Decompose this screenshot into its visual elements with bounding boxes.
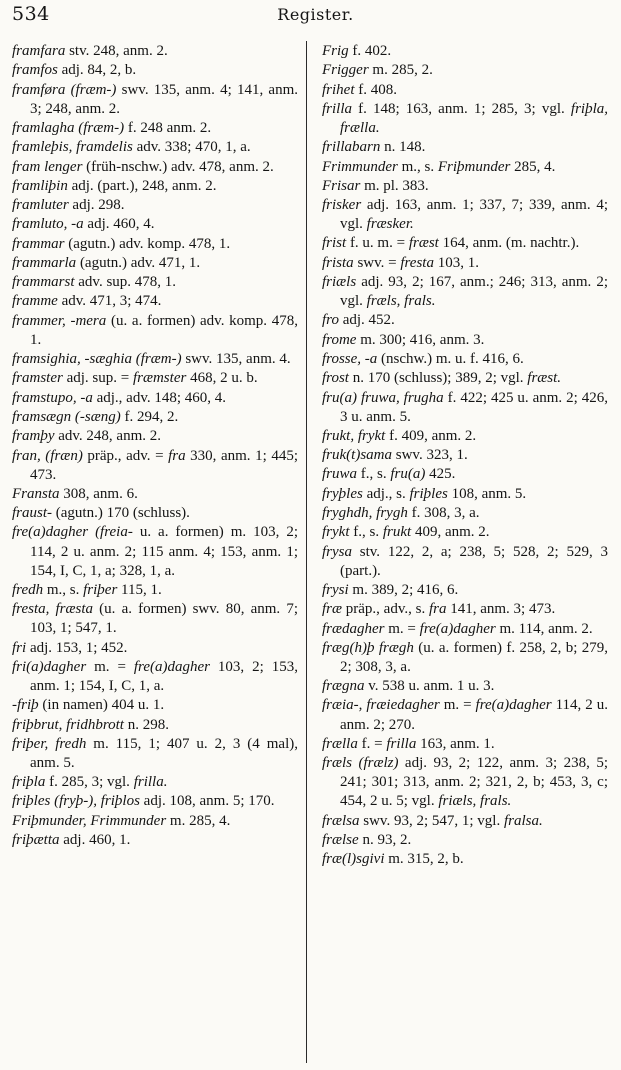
- reference-text: 164, anm. (m. nachtr.).: [438, 235, 580, 252]
- headword: fryghdh, frygh: [322, 505, 408, 521]
- reference-text: f. 248 anm. 2.: [124, 119, 212, 136]
- index-entry: [322, 735, 608, 754]
- reference-text: adj. 93, 2; 167, anm.; 246; 313, anm. 2; vgl.: [340, 274, 608, 310]
- index-entry: [322, 389, 608, 427]
- headword: friþbrut, fridhbrott: [12, 716, 124, 733]
- reference-text: adj. 153, 1; 452.: [26, 639, 128, 656]
- index-entry: [12, 235, 298, 254]
- index-entry: [322, 350, 608, 369]
- headword: Frig: [322, 43, 349, 59]
- index-entry: [12, 639, 298, 658]
- headword: frykt: [322, 524, 350, 541]
- headword: friþla, frælla.: [340, 100, 608, 136]
- index-entry: [322, 81, 608, 100]
- headword: framþy: [12, 428, 55, 445]
- reference-text: adj. 84, 2, b.: [57, 62, 137, 79]
- headword: -friþ: [12, 697, 39, 714]
- reference-text: adv. 248, anm. 2.: [54, 428, 162, 445]
- index-entry: [12, 177, 298, 196]
- reference-text: 468, 2 u. b.: [186, 370, 258, 387]
- headword: fræsker.: [366, 216, 414, 233]
- index-entry: [12, 350, 298, 369]
- reference-text: m., s.: [397, 158, 438, 175]
- index-entry: [12, 658, 298, 696]
- headword: fri(a)dagher: [12, 658, 87, 675]
- index-entry: [322, 831, 608, 850]
- headword: frista: [322, 254, 354, 271]
- index-entry: [322, 812, 608, 831]
- reference-text: f. 408.: [354, 81, 397, 98]
- reference-text: m., s.: [43, 581, 84, 598]
- headword: framfos: [12, 62, 58, 79]
- index-entry: [322, 331, 608, 350]
- headword: fru(a): [390, 466, 426, 483]
- headword: frukt, frykt: [322, 427, 386, 444]
- reference-text: swv. 323, 1.: [392, 447, 468, 464]
- index-entry: [322, 42, 608, 61]
- headword: fræls, frals.: [366, 293, 436, 310]
- headword: frammarst: [12, 274, 75, 291]
- reference-text: stv. 122, 2, a; 238, 5; 528, 2; 529, 3 (part.).: [340, 543, 608, 579]
- reference-text: m. 300; 416, anm. 3.: [356, 331, 485, 348]
- index-entry: [322, 254, 608, 273]
- reference-text: f. 148; 163, anm. 1; 285, 3; vgl.: [352, 100, 571, 117]
- reference-text: adj. 93, 2; 122, anm. 3; 238, 5; 241; 301; 313, anm. 2; 321, 2, b; 453, 3, c; 454, 2 u. 5; vgl.: [340, 755, 608, 810]
- headword: fralsa.: [503, 812, 543, 829]
- reference-text: 103, 2; 153, anm. 1; 154, I, C, 1, a.: [30, 658, 298, 694]
- reference-text: (agutn.) 170 (schluss).: [52, 505, 190, 522]
- headword: Frigger: [322, 62, 369, 79]
- reference-text: 163, anm. 1.: [416, 735, 495, 752]
- index-entry: [322, 754, 608, 811]
- index-entry: [12, 485, 298, 504]
- headword: Frimmunder: [322, 158, 398, 175]
- index-entry: [12, 61, 298, 80]
- index-entry: [322, 446, 608, 465]
- reference-text: adj. sup. =: [62, 370, 133, 387]
- index-entry: [322, 581, 608, 600]
- index-entry: [12, 716, 298, 735]
- headword: framster: [12, 370, 63, 387]
- headword: frilla: [386, 735, 417, 752]
- reference-text: (agutn.) adv. 471, 1.: [76, 254, 201, 271]
- headword: frammer, -mera: [12, 312, 107, 329]
- reference-text: m. 114, anm. 2.: [495, 620, 593, 637]
- headword: fræst: [408, 235, 439, 252]
- headword: fre(a)dagher: [419, 620, 496, 637]
- reference-text: 141, anm. 3; 473.: [446, 601, 556, 618]
- index-entry: [12, 389, 298, 408]
- headword: fru(a) fruwa, frugha: [322, 389, 444, 406]
- reference-text: adj. (part.), 248, anm. 2.: [67, 177, 217, 194]
- headword: frammar: [12, 235, 65, 252]
- headword: fræst.: [527, 370, 562, 387]
- reference-text: v. 538 u. anm. 1 u. 3.: [364, 678, 495, 695]
- headword: frilla.: [133, 774, 168, 791]
- headword: framme: [12, 293, 58, 310]
- index-entry: [322, 158, 608, 177]
- index-entry: [12, 81, 298, 119]
- reference-text: adv. 338; 470, 1, a.: [132, 139, 251, 156]
- reference-text: präp., adv. =: [82, 447, 169, 464]
- reference-text: n. 148.: [380, 139, 426, 156]
- index-entry: [12, 312, 298, 350]
- headword: framliþin: [12, 177, 68, 194]
- headword: friæls, frals.: [438, 793, 512, 810]
- headword: frælla: [322, 735, 358, 752]
- headword: fruk(t)sama: [322, 447, 392, 464]
- index-entry: [12, 735, 298, 773]
- reference-text: 409, anm. 2.: [411, 524, 490, 541]
- headword: framleþis, framdelis: [12, 139, 133, 156]
- index-entry: [12, 42, 298, 61]
- reference-text: (u. a. formen) swv. 80, anm. 7; 103, 1; 547, 1.: [30, 601, 298, 637]
- index-entry: [12, 254, 298, 273]
- reference-text: m. 285, 4.: [166, 812, 231, 829]
- headword: friþer: [83, 581, 118, 598]
- headword: frægna: [322, 678, 365, 695]
- index-entry: [12, 773, 298, 792]
- index-entry: [12, 196, 298, 215]
- reference-text: stv. 248, anm. 2.: [65, 43, 168, 59]
- reference-text: 114, 2 u. anm. 2; 270.: [340, 697, 608, 733]
- headword: frilla: [322, 100, 353, 117]
- headword: friþla: [12, 774, 46, 791]
- headword: frælsa: [322, 812, 360, 829]
- headword: fre(a)dagher: [133, 658, 210, 675]
- reference-text: 308, anm. 6.: [59, 485, 138, 502]
- reference-text: m. =: [439, 697, 476, 714]
- headword: fra: [428, 601, 447, 618]
- headword: Friþmunder, Frimmunder: [12, 812, 167, 829]
- index-entry: [12, 812, 298, 831]
- index-entry: [12, 447, 298, 485]
- reference-text: m. =: [86, 658, 134, 675]
- reference-text: adj. 460, 4.: [83, 216, 155, 233]
- headword: framstupo, -a: [12, 389, 93, 406]
- reference-text: adj. 163, anm. 1; 337, 7; 339, anm. 4; vgl.: [340, 197, 608, 233]
- index-entry: [12, 831, 298, 850]
- reference-text: adj. 452.: [338, 312, 395, 329]
- reference-text: m. 315, 2, b.: [384, 851, 464, 868]
- index-entry: [322, 485, 608, 504]
- index-entry: [322, 138, 608, 157]
- reference-text: f. u. m. =: [346, 235, 409, 252]
- reference-text: 330, anm. 1; 445; 473.: [30, 447, 298, 483]
- reference-text: f. 409, anm. 2.: [385, 427, 477, 444]
- headword: fræ(l)sgivi: [322, 851, 385, 868]
- headword: frysi: [322, 581, 349, 598]
- reference-text: 103, 1.: [433, 254, 479, 271]
- reference-text: u. a. formen) m. 103, 2; 114, 2 u. anm. 2; 115 anm. 4; 153, anm. 1; 154, I, C, 1, a; 328, 1, a.: [30, 524, 298, 579]
- headword: frosse, -a: [322, 350, 378, 367]
- index-entry: [12, 523, 298, 580]
- headword: fraust-: [12, 505, 53, 522]
- headword: fra: [168, 447, 186, 464]
- headword: frist: [322, 235, 347, 252]
- reference-text: f. 402.: [348, 43, 392, 59]
- headword: fran, (fræn): [12, 447, 83, 464]
- index-entry: [322, 620, 608, 639]
- right-column: [322, 42, 608, 869]
- index-entry: [12, 504, 298, 523]
- headword: fryþles: [322, 485, 363, 502]
- headword: fræ: [322, 601, 343, 618]
- index-entry: [322, 61, 608, 80]
- reference-text: f. =: [357, 735, 387, 752]
- headword: fræmster: [132, 370, 187, 387]
- reference-text: m. 285, 2.: [368, 62, 433, 79]
- headword: fræg(h)þ frægh: [322, 639, 414, 656]
- reference-text: adj. 298.: [68, 197, 125, 214]
- index-entry: [12, 600, 298, 638]
- index-entry: [322, 677, 608, 696]
- reference-text: adj. 108, anm. 5; 170.: [139, 793, 275, 810]
- headword: frælse: [322, 831, 359, 848]
- reference-text: f. 308, 3, a.: [407, 505, 480, 521]
- reference-text: (agutn.) adv. komp. 478, 1.: [64, 235, 231, 252]
- column-rule: [306, 41, 307, 1063]
- index-entry: [12, 408, 298, 427]
- headword: friæls: [322, 274, 357, 290]
- reference-text: m. pl. 383.: [360, 177, 429, 194]
- reference-text: f. 285, 3; vgl.: [45, 774, 134, 791]
- index-entry: [12, 427, 298, 446]
- reference-text: präp., adv., s.: [342, 601, 429, 618]
- reference-text: adj., s.: [362, 485, 410, 502]
- reference-text: f., s.: [349, 524, 383, 541]
- headword: fre(a)dagher (freia-: [12, 524, 133, 541]
- headword: fræia-, fræiedagher: [322, 697, 440, 714]
- index-entry: [12, 369, 298, 388]
- reference-text: swv. 93, 2; 547, 1; vgl.: [359, 812, 504, 829]
- headword: fredh: [12, 581, 44, 598]
- headword: frisker: [322, 197, 362, 214]
- headword: friþætta: [12, 832, 60, 849]
- headword: fre(a)dagher: [475, 697, 552, 714]
- headword: Frisar: [322, 177, 361, 194]
- reference-text: (in namen) 404 u. 1.: [38, 697, 165, 714]
- headword: frihet: [322, 81, 355, 98]
- index-entry: [12, 138, 298, 157]
- index-entry: [12, 292, 298, 311]
- headword: Fransta: [12, 485, 60, 502]
- reference-text: swv. 135, anm. 4.: [181, 351, 291, 368]
- headword: frysa: [322, 543, 352, 560]
- running-head: Register.: [277, 5, 354, 24]
- reference-text: (u. a. formen) f. 258, 2, b; 279, 2; 308, 3, a.: [340, 639, 608, 675]
- reference-text: adj. 460, 1.: [59, 832, 131, 849]
- headword: framluto, -a: [12, 216, 84, 233]
- index-entry: [322, 543, 608, 581]
- reference-text: 108, anm. 5.: [447, 485, 527, 502]
- index-entry: [322, 696, 608, 734]
- headword: friþles (fryþ-), friþlos: [12, 793, 140, 810]
- left-column: [12, 42, 298, 850]
- reference-text: (nschw.) m. u. f. 416, 6.: [377, 350, 524, 367]
- index-entry: [322, 639, 608, 677]
- index-entry: [322, 427, 608, 446]
- index-entry: [322, 369, 608, 388]
- headword: frammarla: [12, 254, 77, 271]
- reference-text: n. 298.: [123, 716, 169, 733]
- reference-text: m. 115, 1; 407 u. 2, 3 (4 mal), anm. 5.: [30, 735, 298, 771]
- index-entry: [322, 850, 608, 869]
- index-entry: [322, 504, 608, 523]
- reference-text: f., s.: [357, 466, 391, 483]
- headword: fræls (frælz): [322, 755, 399, 772]
- reference-text: n. 93, 2.: [358, 831, 412, 848]
- headword: frome: [322, 331, 357, 348]
- headword: fresta: [400, 254, 434, 271]
- page-number: 534: [12, 3, 50, 25]
- index-entry: [12, 119, 298, 138]
- index-entry: [12, 273, 298, 292]
- index-entry: [322, 234, 608, 253]
- headword: fruwa: [322, 466, 358, 483]
- reference-text: swv. 135, anm. 4; 141, anm. 3; 248, anm. 2.: [30, 81, 299, 117]
- headword: framføra (fræm-): [12, 81, 117, 98]
- reference-text: 285, 4.: [510, 158, 556, 175]
- headword: frukt: [382, 524, 412, 541]
- index-entry: [12, 696, 298, 715]
- headword: friþer, fredh: [12, 735, 87, 752]
- index-entry: [322, 273, 608, 311]
- headword: Friþmunder: [437, 158, 511, 175]
- headword: framfara: [12, 43, 66, 59]
- headword: frædagher: [322, 620, 385, 637]
- headword: fresta, fræsta: [12, 601, 94, 618]
- reference-text: adj., adv. 148; 460, 4.: [92, 389, 227, 406]
- reference-text: f. 422; 425 u. anm. 2; 426, 3 u. anm. 5.: [340, 389, 608, 425]
- headword: frillabarn: [322, 139, 381, 156]
- index-entry: [12, 158, 298, 177]
- headword: fro: [322, 312, 339, 329]
- headword: framsighia, -sæghia (fræm-): [12, 351, 182, 368]
- reference-text: (früh-nschw.) adv. 478, anm. 2.: [82, 158, 274, 175]
- reference-text: 115, 1.: [117, 581, 162, 598]
- reference-text: adv. sup. 478, 1.: [74, 274, 177, 291]
- headword: fram lenger: [12, 158, 83, 175]
- headword: framluter: [12, 197, 69, 214]
- headword: framsægn (-sæng): [12, 408, 121, 425]
- index-entry: [12, 581, 298, 600]
- headword: fri: [12, 639, 27, 656]
- index-entry: [322, 196, 608, 234]
- headword: frost: [322, 370, 349, 387]
- reference-text: m. =: [384, 620, 420, 637]
- index-entry: [322, 523, 608, 542]
- reference-text: n. 170 (schluss); 389, 2; vgl.: [348, 370, 528, 387]
- reference-text: adv. 471, 3; 474.: [57, 293, 162, 310]
- index-entry: [322, 100, 608, 138]
- reference-text: swv. =: [353, 254, 401, 271]
- reference-text: (u. a. formen) adv. komp. 478, 1.: [30, 312, 298, 348]
- headword: friþles: [409, 485, 448, 502]
- reference-text: m. 389, 2; 416, 6.: [348, 581, 459, 598]
- index-entry: [12, 215, 298, 234]
- headword: framlagha (fræm-): [12, 119, 125, 136]
- index-entry: [322, 177, 608, 196]
- reference-text: 425.: [425, 466, 456, 483]
- index-entry: [322, 600, 608, 619]
- reference-text: f. 294, 2.: [120, 408, 179, 425]
- index-entry: [12, 792, 298, 811]
- index-entry: [322, 465, 608, 484]
- index-entry: [322, 311, 608, 330]
